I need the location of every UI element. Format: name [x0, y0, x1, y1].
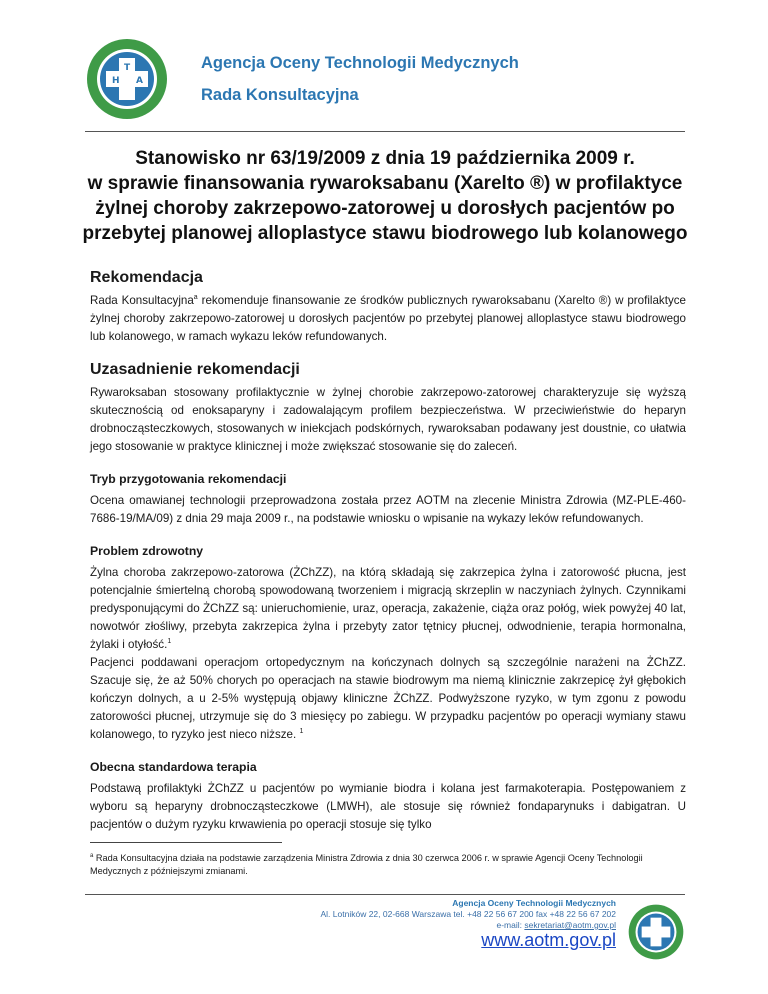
footer-address: Al. Lotników 22, 02-668 Warszawa tel. +48 22 56 67 200 fax +48 22 56 67 202 — [320, 909, 616, 919]
document-body — [90, 268, 686, 848]
section-text: Rywaroksaban stosowany profilaktycznie w żylnej chorobie zakrzepowo-zatorowej charakteryzuje się wyższą skutecznością od enoksaparyny i zadowalającym profilem bezpieczeństwa. W przeciwieństwie do heparyn drobnocząsteczkowych, stosowanych w iniekcjach podskórnych, rywaroksaban podawany jest doustnie, co ułatwia jego stosowanie w praktyce klinicznej i może zwiększać stosowanie się do zaleceń. — [90, 386, 686, 453]
footer-contact — [250, 898, 616, 931]
footnote-text: Rada Konsultacyjna działa na podstawie zarządzenia Ministra Zdrowia z dnia 30 czerwca 2006 r. w sprawie Agencji Oceny Technologii Medycznych z późniejszymi zmianami. — [90, 853, 643, 876]
section-problem — [90, 542, 686, 744]
title-line-4: przebytej planowej alloplastyce stawu biodrowego lub kolanowego — [82, 223, 688, 244]
section-rekomendacja — [90, 268, 686, 346]
svg-text:A: A — [136, 76, 143, 86]
subsection-heading: Tryb przygotowania rekomendacji — [90, 472, 287, 486]
email-link[interactable]: sekretariat@aotm.gov.pl — [524, 920, 616, 930]
section-text: Pacjenci poddawani operacjom ortopedycznym na kończynach dolnych są szczególnie narażeni na ŻChZZ. Szacuje się, że aż 50% chorych po operacjach na stawie biodrowym ma niemą klinicznie zakrzepicę żył głębokich kończyn dolnych, a u 2-5% występują objawy kliniczne ŻChZZ. Podwyższone ryzyko, w tym zgonu z powodu zatorowości płucnej, utrzymuje się do 3 miesięcy po zabiegu. W przypadku pacjentów po operacji wymiany stawu kolanowego, to ryzyko jest nieco niższe. $^1$ — [90, 656, 686, 741]
footnote-divider — [90, 842, 282, 843]
footer-divider — [85, 894, 685, 895]
section-text: Podstawą profilaktyki ŻChZZ u pacjentów po wymianie biodra i kolana jest farmakoterapia. Postępowaniem z wyboru są heparyny drobnocząsteczkowe (LMWH), ale stosuje się również fondaparynuks i dabigatran. U pacjentów o dużym ryzyku krwawienia po operacji stosuje się tylko — [90, 782, 686, 831]
section-tryb — [90, 470, 686, 528]
title-line-1: Stanowisko nr 63/19/2009 z dnia 19 października 2009 r. — [135, 148, 635, 169]
svg-text:H: H — [112, 76, 120, 86]
subsection-heading: Obecna standardowa terapia — [90, 760, 257, 774]
svg-text:T: T — [124, 63, 131, 73]
title-line-3: żylnej choroby zakrzepowo-zatorowej u dorosłych pacjentów po — [95, 198, 675, 219]
council-name: Rada Konsultacyjna — [201, 86, 359, 104]
section-text: Żylna choroba zakrzepowo-zatorowa (ŻChZZ), na którą składają się zakrzepica żylna i zatorowość płucna, jest potencjalnie śmiertelną chorobą spowodowaną tworzeniem i migracją skrzeplin w naczyniach żylnych. Czynnikami predysponującymi do ŻChZZ są: unieruchomienie, uraz, operacja, zakażenie, ciąża oraz połóg, wiek powyżej 40 lat, nowotwór złośliwy, przebyta zakrzepica żylna i przebyty zator tętnicy płucnej, odwodnienie, terapia hormonalna, żylaki i otyłość.$^1$ — [90, 566, 686, 651]
reference-mark[interactable]: 1 — [299, 728, 304, 736]
website-link[interactable]: www.aotm.gov.pl — [481, 930, 616, 950]
letterhead — [86, 38, 686, 118]
section-terapia — [90, 758, 686, 834]
footer-email-line: e-mail: sekretariat@aotm.gov.pl — [496, 920, 616, 930]
section-text: Rada Konsultacyjna$^a$ rekomenduje finansowanie ze środków publicznych rywaroksabanu (Xarelto ®) w profilaktyce żylnej choroby zakrzepowo-zatorowej u dorosłych pacjentów po przebytej planowej alloplastyce stawu biodrowego lub kolanowego, w ramach wykazu leków refundowanych. — [90, 294, 686, 343]
footnote-ref[interactable]: a — [193, 294, 198, 302]
organization-name: Agencja Oceny Technologii Medycznych — [201, 54, 519, 72]
section-uzasadnienie — [90, 360, 686, 456]
subsection-heading: Problem zdrowotny — [90, 544, 204, 558]
document-title — [80, 146, 690, 246]
section-heading: Rekomendacja — [90, 269, 203, 286]
section-text: Ocena omawianej technologii przeprowadzona została przez AOTM na zlecenie Ministra Zdrowia (MZ-PLE-460-7686-19/MA/09) z dnia 29 maja 2009 r., na podstawie wniosku o wpisanie na wykazy leków refundowanych. — [90, 494, 686, 525]
aotm-logo-small-icon — [628, 904, 684, 960]
footnote-mark: a — [90, 852, 94, 859]
reference-mark[interactable]: 1 — [167, 638, 172, 646]
aotm-logo-icon — [86, 38, 168, 120]
footnote — [90, 852, 686, 878]
section-heading: Uzasadnienie rekomendacji — [90, 361, 300, 378]
title-line-2: w sprawie finansowania rywaroksabanu (Xarelto ®) w profilaktyce — [87, 173, 683, 194]
footer-organization: Agencja Oceny Technologii Medycznych — [452, 898, 616, 908]
header-divider — [85, 131, 685, 132]
